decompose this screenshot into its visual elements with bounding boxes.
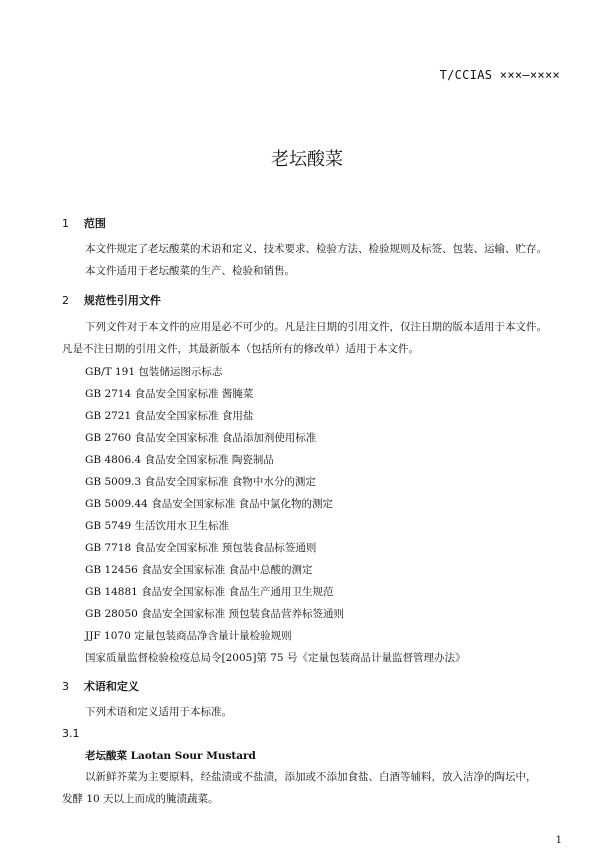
section-1-heading [62,215,106,231]
reference-item: GB 5749 生活饮用水卫生标准 [85,520,230,532]
section-2-heading [62,292,161,308]
section-3-heading [62,678,139,694]
document-number: T/CCIAS ×××—×××× [439,68,560,82]
reference-item: GB 28050 食品安全国家标准 预包装食品营养标签通则 [85,608,345,620]
reference-item: GB 5009.44 食品安全国家标准 食品中氯化物的测定 [85,498,334,510]
reference-item: GB 7718 食品安全国家标准 预包装食品标签通则 [85,542,317,554]
scope-paragraph-1: 本文件规定了老坛酸菜的术语和定义、技术要求、检验方法、检验规则及标签、包装、运输、贮存。 [85,243,547,255]
reference-item: GB 2721 食品安全国家标准 食用盐 [85,410,254,422]
term-definition-line-2: 发酵 10 天以上而成的腌渍蔬菜。 [62,793,219,805]
reference-item: GB 2714 食品安全国家标准 酱腌菜 [85,388,254,400]
reference-item: GB 14881 食品安全国家标准 食品生产通用卫生规范 [85,586,334,598]
reference-item: GB 12456 食品安全国家标准 食品中总酸的测定 [85,564,313,576]
reference-item: GB 5009.3 食品安全国家标准 食物中水分的测定 [85,476,316,488]
term-definition-line-1: 以新鲜芥菜为主要原料，经盐渍或不盐渍，添加或不添加食盐、白酒等辅料，放入洁净的陶坛中， [85,771,537,783]
section-number: 2 [62,294,69,307]
section-title: 规范性引用文件 [83,294,161,307]
term-heading: 老坛酸菜 Laotan Sour Mustard [85,750,256,762]
section-title: 范围 [83,217,106,230]
section-number: 1 [62,217,69,230]
reference-item: GB 2760 食品安全国家标准 食品添加剂使用标准 [85,432,317,444]
reference-item: GB/T 191 包装储运图示标志 [85,366,223,378]
section-title: 术语和定义 [83,680,139,693]
scope-paragraph-2: 本文件适用于老坛酸菜的生产、检验和销售。 [85,265,295,277]
page-number: 1 [555,835,562,846]
reference-item: 国家质量监督检验检疫总局令[2005]第 75 号《定量包装商品计量监督管理办法》 [85,652,466,664]
section-number: 3 [62,680,69,693]
terms-intro: 下列术语和定义适用于本标准。 [85,706,232,718]
normative-intro-line-2: 凡是不注日期的引用文件，其最新版本（包括所有的修改单）适用于本文件。 [62,343,419,355]
reference-item: JJF 1070 定量包装商品净含量计量检验规则 [85,630,292,642]
normative-intro-line-1: 下列文件对于本文件的应用是必不可少的。凡是注日期的引用文件，仅注日期的版本适用于本文件。 [85,321,547,333]
subsection-number: 3.1 [62,727,80,740]
reference-item: GB 4806.4 食品安全国家标准 陶瓷制品 [85,454,274,466]
page-title: 老坛酸菜 [271,149,343,170]
